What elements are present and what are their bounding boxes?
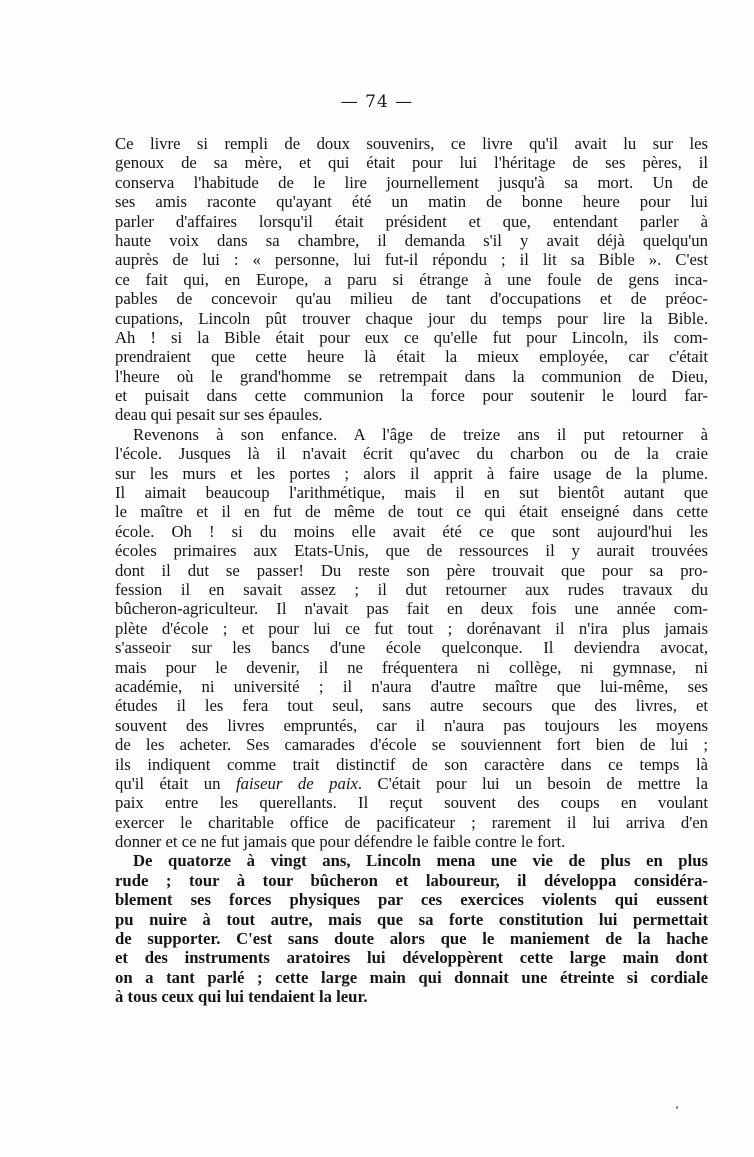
text-line: Ah ! si la Bible était pour eux ce qu'elle fut pour Lincoln, ils com- bbox=[115, 327, 708, 347]
text-line: plète d'école ; et pour lui ce fut tout ; dorénavant il n'ira plus jamais bbox=[115, 618, 708, 638]
text-line: donner et ce ne fut jamais que pour défendre le faible contre le fort. bbox=[115, 832, 566, 852]
text-line: genoux de sa mère, et qui était pour lui l'héritage de ses pères, il bbox=[115, 153, 708, 173]
text-line: école. Oh ! si du moins elle avait été ce que sont aujourd'hui les bbox=[115, 521, 708, 541]
text-line: auprès de lui : « personne, lui fut-il répondu ; il lit sa Bible ». C'est bbox=[115, 250, 708, 270]
text-line: académie, ni université ; il n'aura d'autre maître que lui-même, ses bbox=[115, 676, 708, 696]
text-span: . C'était pour lui un besoin de mettre la bbox=[357, 773, 708, 793]
paragraph-3 bbox=[115, 851, 708, 1006]
text-line: ils indiquent comme trait distinctif de son caractère dans ce temps là bbox=[115, 754, 708, 774]
text-line: s'asseoir sur les bancs d'une école quelconque. Il deviendra avocat, bbox=[115, 638, 708, 658]
text-line: de supporter. C'est sans doute alors que le maniement de la hache bbox=[115, 929, 708, 949]
text-line: l'école. Jusques là il n'avait écrit qu'avec du charbon ou de la craie bbox=[115, 444, 708, 464]
paragraph-2 bbox=[115, 425, 708, 852]
text-line: prendraient que cette heure là était la mieux employée, car c'était bbox=[115, 347, 708, 367]
paragraph-1 bbox=[115, 134, 708, 425]
text-line: De quatorze à vingt ans, Lincoln mena une vie de plus en plus bbox=[133, 851, 708, 871]
text-line: à tous ceux qui lui tendaient la leur. bbox=[115, 987, 368, 1007]
text-line: Ce livre si rempli de doux souvenirs, ce livre qu'il avait lu sur les bbox=[115, 134, 708, 153]
text-line: haute voix dans sa chambre, il demanda s'il y avait déjà quelqu'un bbox=[115, 230, 708, 250]
text-line: ses amis raconte qu'ayant été un matin de bonne heure pour lui bbox=[115, 192, 708, 212]
text-line: on a tant parlé ; cette large main qui donnait une étreinte si cordiale bbox=[115, 967, 708, 987]
text-line: conserva l'habitude de le lire journellement jusqu'à sa mort. Un de bbox=[115, 172, 708, 192]
text-span: qu'il était un bbox=[115, 773, 236, 793]
text-line: blement ses forces physiques par ces exercices violents qui eussent bbox=[115, 890, 708, 910]
text-line: écoles primaires aux Etats-Unis, que de ressources il y aurait trouvées bbox=[115, 541, 708, 561]
text-line: sur les murs et les portes ; alors il apprit à faire usage de la plume. bbox=[115, 463, 708, 483]
text-line: études il les fera tout seul, sans autre secours que des livres, et bbox=[115, 696, 708, 716]
text-line: parler d'affaires lorsqu'il était président et que, entendant parler à bbox=[115, 211, 708, 231]
text-line: mais pour le devenir, il ne fréquentera ni collège, ni gymnase, ni bbox=[115, 657, 708, 677]
text-line: et puisait dans cette communion la force pour soutenir le lourd far- bbox=[115, 386, 708, 406]
text-line: deau qui pesait sur ses épaules. bbox=[115, 405, 323, 425]
body-text bbox=[115, 134, 708, 1007]
text-line: pables de concevoir qu'au milieu de tant d'occupations et de préoc- bbox=[115, 289, 708, 309]
text-line: de les acheter. Ses camarades d'école se souviennent fort bien de lui ; bbox=[115, 735, 708, 755]
text-line: fession il en savait assez ; il dut retourner aux rudes travaux du bbox=[115, 579, 708, 599]
text-line: exercer le charitable office de pacificateur ; rarement il lui arriva d'en bbox=[115, 812, 708, 832]
text-line: souvent des livres empruntés, car il n'aura pas toujours les moyens bbox=[115, 715, 708, 735]
text-line: paix entre les querellants. Il reçut souvent des coups en voulant bbox=[115, 793, 708, 813]
text-line: le maître et il en fut de même de tout ce qui était enseigné dans cette bbox=[115, 502, 708, 522]
text-line: rude ; tour à tour bûcheron et laboureur, il développa considéra- bbox=[115, 870, 708, 890]
italic-phrase: faiseur de paix bbox=[235, 773, 358, 793]
text-line: Revenons à son enfance. A l'âge de treize ans il put retourner à bbox=[133, 424, 708, 444]
text-line: dont il dut se passer! Du reste son père trouvait que pour sa pro- bbox=[115, 560, 708, 580]
text-line: Il aimait beaucoup l'arithmétique, mais il en sut bientôt autant que bbox=[115, 483, 708, 503]
text-line-with-italic bbox=[115, 774, 708, 793]
text-line: bûcheron-agriculteur. Il n'avait pas fait en deux fois une année com- bbox=[115, 599, 708, 619]
page-number: — 74 — bbox=[340, 92, 414, 112]
text-line: l'heure où le grand'homme se retrempait dans la communion de Dieu, bbox=[115, 366, 708, 386]
text-line: ce fait qui, en Europe, a paru si étrange à une foule de gens inca- bbox=[115, 269, 708, 289]
text-line: cupations, Lincoln pût trouver chaque jour du temps pour lire la Bible. bbox=[115, 308, 708, 328]
paper-speck bbox=[676, 1106, 678, 1109]
text-line: et des instruments aratoires lui développèrent cette large main dont bbox=[115, 948, 708, 968]
text-line: pu nuire à tout autre, mais que sa forte constitution lui permettait bbox=[115, 909, 708, 929]
